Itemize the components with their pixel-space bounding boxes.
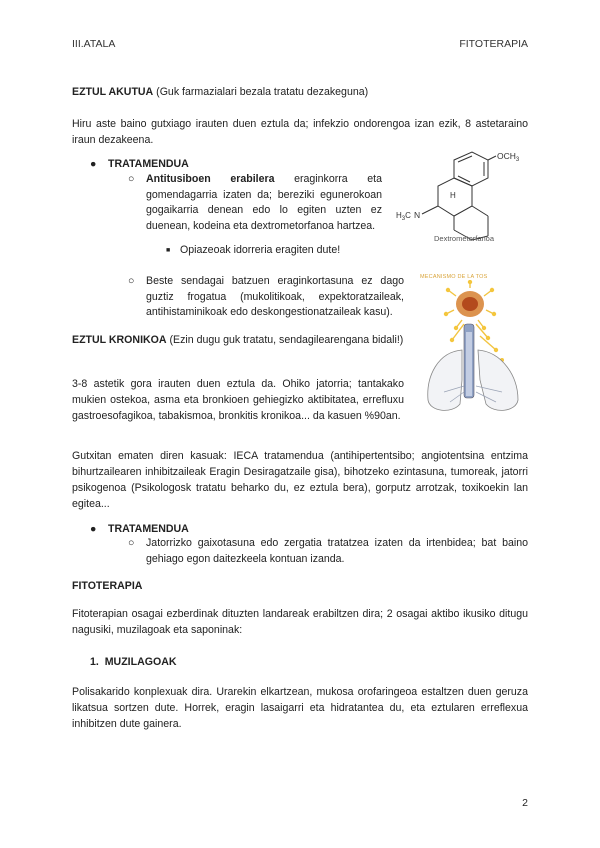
acute-sub1-note-text: Opiazeoak idorreria eragiten dute! xyxy=(180,244,341,256)
h-label: H xyxy=(450,191,456,200)
square-bullet-icon: ■ xyxy=(166,247,171,254)
h3c-label: $H_3C$ xyxy=(396,211,411,222)
fito-intro: Fitoterapian osagai ezberdinak dituzten landareak erabiltzen dira; 2 osagai aktibo ikusiko ditugu nagusiki, muzilagoak eta saponinak: xyxy=(72,608,528,636)
acute-treatment-bullet xyxy=(90,156,189,172)
acute-sub1-rest: eraginkorra eta gomendagarria izaten da; bereziki egunerokoan gogaikarria denean edo lo egiten uzten ez duenean, kodeina eta dextrometorfanoa hartzea. xyxy=(146,173,382,232)
molecule-caption: Dextrometorfanoa xyxy=(434,234,495,243)
fito-item-title: MUZILAGOAK xyxy=(104,656,177,668)
circle-bullet-icon: ○ xyxy=(128,537,135,549)
acute-sub1 xyxy=(128,172,382,234)
header-section: III.ATALA xyxy=(72,38,116,50)
chronic-treatment-bullet xyxy=(90,521,189,537)
chronic-heading xyxy=(72,332,404,348)
circle-bullet-icon: ○ xyxy=(128,275,135,287)
header-title: FITOTERAPIA xyxy=(459,38,528,50)
bullet-dot-icon: ● xyxy=(90,523,97,535)
lungs-caption: MECANISMO DE LA TOS xyxy=(420,274,488,280)
chronic-sub1-text: Jatorrizko gaixotasuna edo zergatia tratatzea izaten da irtenbidea; bat baino gehiago egon daitezkeela kontuan izanda. xyxy=(146,537,528,565)
fito-heading: FITOTERAPIA xyxy=(72,580,143,592)
lungs-illustration xyxy=(418,280,530,420)
chronic-title-rest: (Ezin dugu guk tratatu, sendagilearengana bidali!) xyxy=(166,334,404,346)
acute-treatment-label: TRATAMENDUA xyxy=(108,158,189,170)
chronic-para1: 3-8 astetik gora irauten duen eztula da. Ohiko jatorria; tantakako mukien ostekoa, asma eta bronkioen gehiegizko aktibitatea, errefluxu gastroesofagikoa, tabakismoa, bronkitis kronikoa... da kasuen %90an. xyxy=(72,378,404,422)
acute-title-bold: EZTUL AKUTUA xyxy=(72,86,154,98)
circle-bullet-icon: ○ xyxy=(128,173,135,185)
fito-item-number: 1. xyxy=(90,656,99,668)
acute-heading xyxy=(72,84,368,100)
acute-intro: Hiru aste baino gutxiago irauten duen eztula da; infekzio ondorengoa izan ezik, 8 astetaraino iraun dezakeena. xyxy=(72,118,528,146)
och3-label: $OCH_3$ xyxy=(497,151,520,163)
chronic-treatment-label: TRATAMENDUA xyxy=(108,523,189,535)
n-label: N xyxy=(414,210,421,220)
page-number: 2 xyxy=(522,797,528,809)
acute-sub2 xyxy=(128,274,404,321)
chronic-para2: Gutxitan ematen diren kasuak: IECA tratamendua (antihipertentsibo; angiotentsina entzima bihurtzailearen inhibitzaileak Eragin Desiragatzaile gisa), bihotzeko ezintasuna, tumoreak, jatorri psikogenoa (Psikologosk tratatu beharko du, ez eztula bera), gorputz arrotzak, toxikoekin lan egitea... xyxy=(72,450,528,510)
acute-sub1-note xyxy=(166,243,390,259)
fito-item-heading xyxy=(90,654,177,670)
chronic-title-bold: EZTUL KRONIKOA xyxy=(72,334,167,346)
acute-title-rest: (Guk farmazialari bezala tratatu dezakeguna) xyxy=(153,86,369,98)
chronic-sub1 xyxy=(128,536,528,567)
fito-item-para: Polisakarido konplexuak dira. Urarekin elkartzean, mukosa orofaringeoa estaltzen duen geruza likatsua sortzen dute. Horrek, eragin lasaigarri eta hidratantea du, eta eztularen erreflexua inhibitzen dute gainera. xyxy=(72,686,528,730)
bullet-dot-icon: ● xyxy=(90,158,97,170)
acute-sub1-bold: Antitusiboen erabilera xyxy=(146,173,275,185)
dextromethorphan-structure xyxy=(392,146,534,246)
acute-sub2-text: Beste sendagai batzuen eraginkortasuna ez dago guztiz frogatua (mukolitikoak, expektoratzaileak, antihistaminikoak edo deskongestionatzaileak kasu). xyxy=(146,275,404,318)
